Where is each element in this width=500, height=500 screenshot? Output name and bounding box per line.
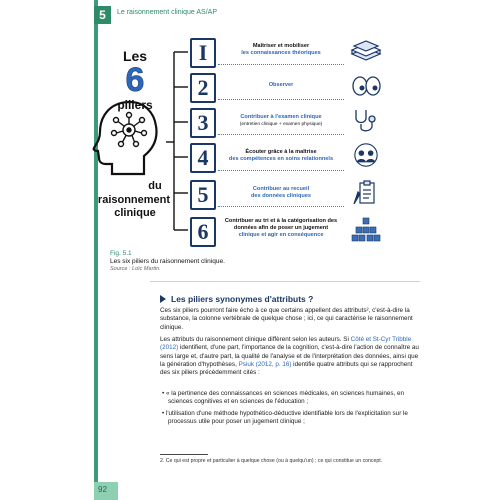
triangle-bullet-icon [160, 295, 166, 303]
row-divider [218, 64, 344, 65]
people-talking-icon [350, 142, 382, 168]
reference-link[interactable]: Côté et St-Cyr Tribble (2012) [160, 336, 412, 352]
pillar-text-3: Contribuer à l'examen clinique (entretien clinique + examen physique) [239, 114, 323, 127]
blocks-icon [350, 216, 382, 242]
footnote: 2. Ce qui est propre et particulier à quelque chose (ou à quelqu'un) ; ce qui constitue un concept. [160, 458, 383, 464]
row-divider [218, 206, 344, 207]
reference-link[interactable]: Psiuk (2012, p. 16) [238, 360, 292, 368]
pillar-text-5: Contribuer au recueil des données cliniques [251, 186, 311, 199]
title-clinique: clinique [114, 207, 156, 219]
bullet-item: • « la pertinence des connaissances en sciences médicales, en sciences humaines, en sciences cognitives et en sciences de l'éducation ; [162, 390, 404, 406]
footnote-rule [160, 454, 208, 455]
pillar-numeral-2: 2 [190, 73, 216, 103]
section-rule [150, 281, 420, 282]
section-heading: Les piliers synonymes d'attributs ? [160, 294, 313, 304]
pillar-numeral-4: 4 [190, 143, 216, 173]
page-number: 92 [98, 485, 107, 494]
paragraph-2: Les attributs du raisonnement clinique diffèrent selon les auteurs. Si Côté et St-Cyr Tribble (2012) identifient, d'une part, l'importance de la cognition, c'est-à-dire l'action de connaître au sens large et, d'autre part, la qualité de l'analyse et de l'interprétation des données, ainsi que la génération d'hypothèses, Psiuk (2012, p. 16) identifie quatre attributs qui se rapprochent des six piliers précédemment cités : [160, 336, 419, 377]
pillar-text-6: Contribuer au tri et à la catégorisation des données afin de poser un jugement clinique et agir en conséquence [224, 218, 338, 238]
pillar-numeral-3: 3 [190, 108, 216, 138]
row-divider [218, 134, 344, 135]
paragraph-1: Ces six piliers pourront faire écho à ce que certains appellent des attributs², c'est-à-dire la substance, la colonne vertébrale de quelque chose ; ici, ce qui caractérise le raisonnement clinique. [160, 307, 413, 331]
title-du: du [148, 180, 162, 192]
figure-caption: Les six piliers du raisonnement clinique. [110, 258, 225, 265]
pillar-numeral-6: 6 [190, 217, 216, 247]
running-head: Le raisonnement clinique AS/AP [117, 9, 218, 16]
pillar-numeral-1: I [190, 38, 216, 68]
figure-label: Fig. 5.1 [110, 250, 132, 257]
left-color-rail [94, 0, 98, 500]
eyes-icon [350, 73, 382, 99]
pillar-text-2: Observer [268, 82, 294, 88]
title-piliers: piliers [117, 98, 153, 112]
title-number: 6 [125, 61, 145, 99]
title-raisonnement: raisonnement [97, 194, 171, 206]
row-divider [218, 170, 344, 171]
pillar-text-4: Écouter grâce à la maîtrise des compétences en soins relationnels [228, 149, 334, 162]
pillars-bracket [166, 30, 192, 240]
row-divider [218, 99, 344, 100]
bullet-item: • l'utilisation d'une méthode hypothético-déductive identifiable lors de l'explicitation sur le processus utile pour poser un jugement clinique ; [162, 410, 408, 426]
pillar-numeral-5: 5 [190, 180, 216, 210]
head-gears-icon [92, 98, 164, 178]
pillar-text-1: Maîtriser et mobiliser les connaissances théoriques [241, 43, 321, 56]
title-les: Les [122, 48, 148, 64]
chapter-number-badge: 5 [94, 6, 111, 24]
clipboard-icon [350, 180, 382, 206]
books-icon [350, 38, 382, 64]
figure-source: Source : Loïc Martin. [110, 266, 161, 272]
stethoscope-icon [350, 108, 382, 134]
